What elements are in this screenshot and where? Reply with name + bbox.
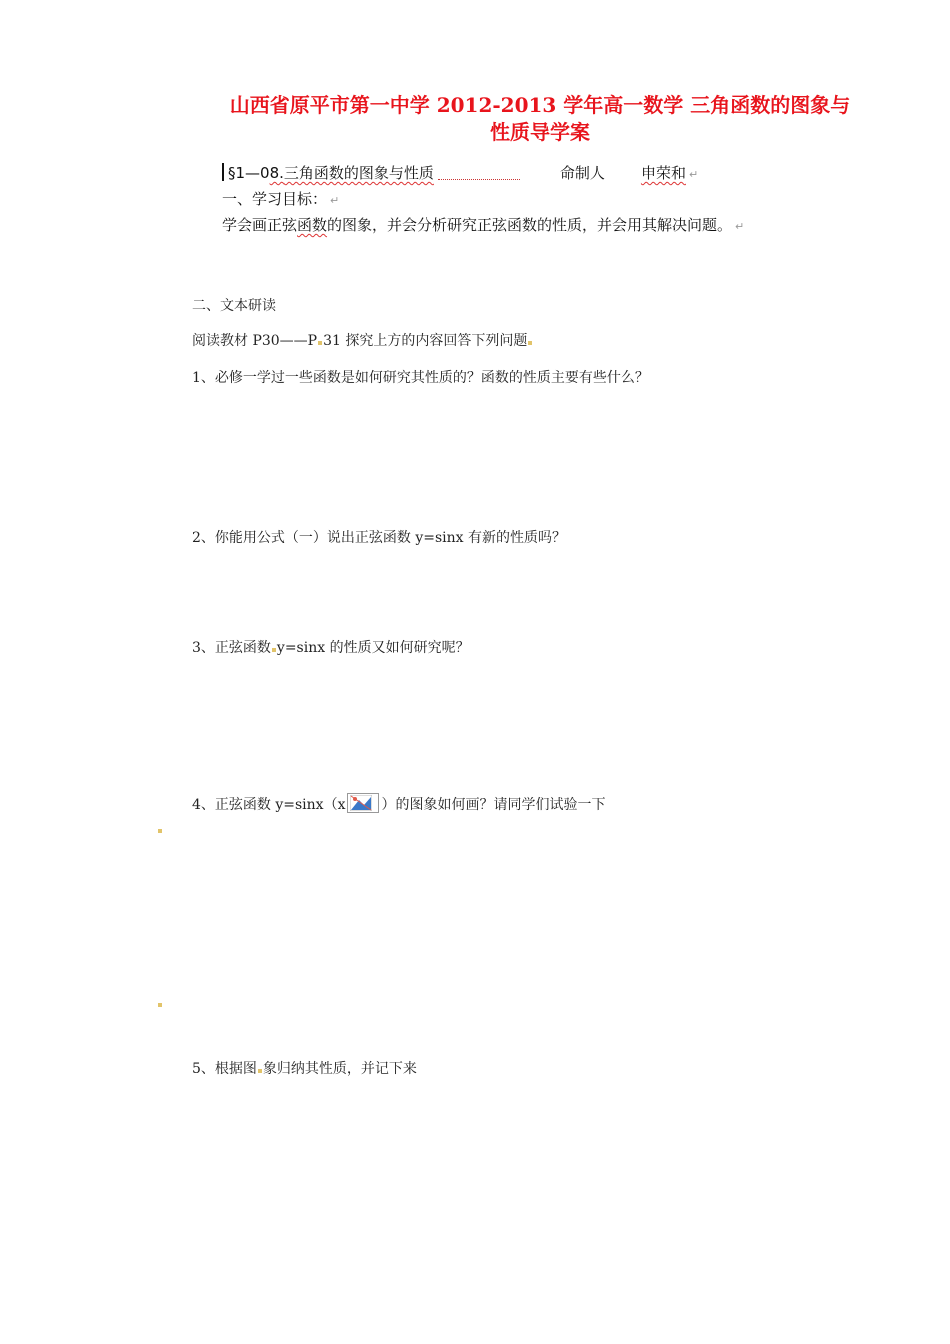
blank-underline [438, 179, 520, 180]
title-line-1: 山西省原平市第一中学 2012-2013 学年高一数学 三角函数的图象与 [229, 93, 851, 117]
question-5 [192, 1058, 417, 1078]
goal-text-b: 函数 [297, 216, 328, 234]
edit-mark [258, 1069, 262, 1073]
question-3-b: y=sinx 的性质又如何研究呢？ [276, 640, 470, 656]
question-5-a: 5、根据图 [192, 1061, 257, 1077]
goal-heading-line [222, 188, 339, 209]
question-1: 1、必修一学过一些函数是如何研究其性质的？函数的性质主要有些什么？ [192, 370, 649, 386]
reading-text-b: 31 探究上方的内容回答下列问题 [323, 333, 528, 349]
edit-mark [528, 341, 532, 345]
goal-heading: 一、学习目标： [222, 190, 328, 208]
section-header-line [222, 162, 698, 183]
broken-image-icon [347, 793, 379, 813]
edit-mark [272, 648, 276, 652]
question-3-a: 3、正弦函数 [192, 640, 271, 656]
edit-mark [318, 341, 322, 345]
question-4-a: 4、正弦函数 y=sinx（x [192, 797, 346, 813]
question-4 [192, 793, 605, 814]
paragraph-mark-icon: ↵ [735, 220, 745, 233]
title-line-2: 性质导学案 [490, 120, 590, 144]
question-4-b: ）的图象如何画？请同学们试验一下 [381, 797, 606, 813]
section-title: 三角函数的图象与性质 [283, 164, 434, 182]
section-2-heading: 二、文本研读 [192, 298, 276, 314]
question-3 [192, 637, 470, 657]
document-title [200, 92, 880, 146]
goal-text-c: 的图象，并会分析研究正弦函数的性质，并会用其解决问题。 [327, 216, 733, 234]
margin-mark [158, 1003, 162, 1007]
author-name: 申荣和 [640, 164, 686, 182]
paragraph-mark-icon: ↵ [688, 168, 699, 181]
author-label: 命制人 [559, 164, 605, 182]
paragraph-mark-icon: ↵ [330, 194, 340, 207]
reading-instruction [192, 330, 533, 350]
section-number-mid: 8. [269, 164, 284, 182]
text-cursor [222, 163, 224, 181]
reading-text-a: 阅读教材 P30——P [192, 333, 318, 349]
question-5-b: 象归纳其性质，并记下来 [262, 1061, 417, 1077]
goal-text-a: 学会画正弦 [222, 216, 298, 234]
margin-mark [158, 829, 162, 833]
section-number: §1—0 [228, 164, 270, 182]
goal-text-line [222, 214, 744, 235]
question-2: 2、你能用公式（一）说出正弦函数 y=sinx 有新的性质吗？ [192, 530, 567, 546]
